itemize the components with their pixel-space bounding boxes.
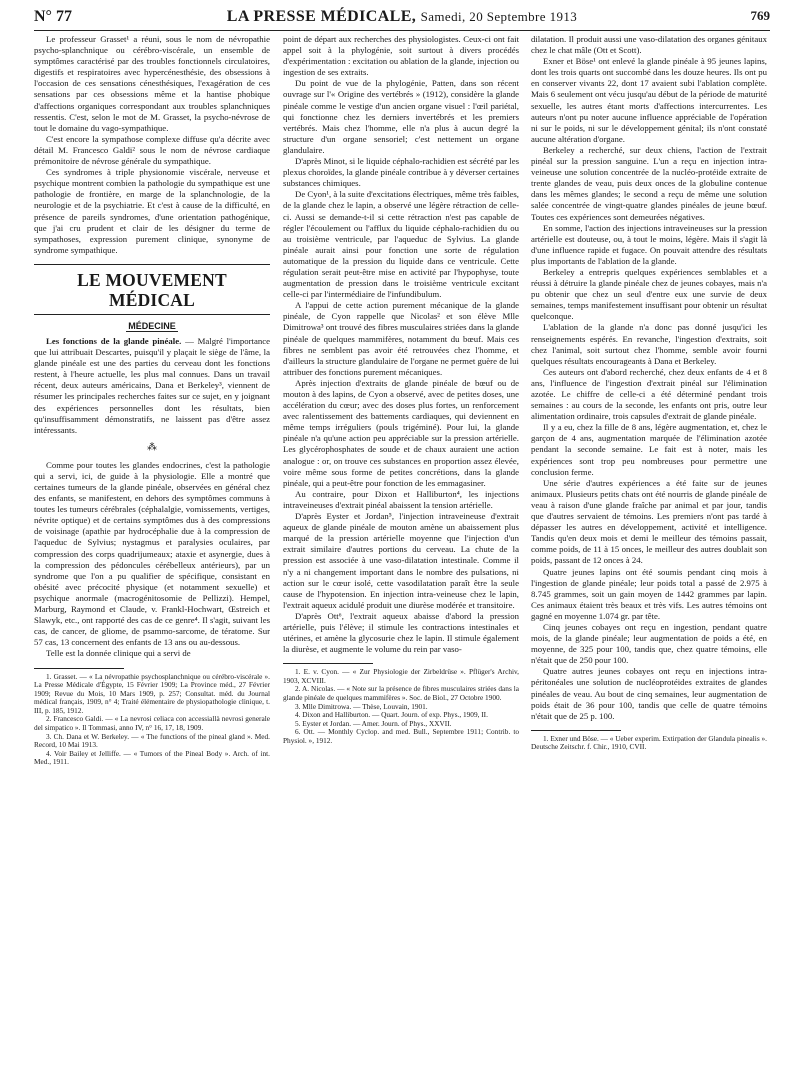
footnote-rule [283,663,373,664]
footnote: 2. Francesco Galdi. — « La nevrosi celiaca con accessiallà nevrosi generale del simpatico ». Il Tommasi, anno IV, n° 16, 17, 18, 1909. [34,714,270,733]
issue-number: N° 77 [34,8,72,25]
column-middle [283,34,519,746]
article-intro: — Malgré l'importance que lui attribuait Descartes, puisqu'il y plaçait le siège de l'âme, la glande pinéale est une des parties du cerveau dont les fonctions restent, à l'heure actuelle, les plus mal connues. Dans un travail récent, deux auteurs américains, Dana et Berkeley³, viennent de résumer les principales recherches faites sur ce sujet, en y joignant des expériences personnelles dont les résultats, bien qu'insuffisamment démonstratifs, ne laissent pas d'être assez intéressants. [34,335,271,435]
paragraph: Quatre autres jeunes cobayes ont reçu en injections intra-péritonéales une solution de nucléoprotéides extraites de glandes pinéales de veau. Au bout de cinq semaines, leur augmentation de poids était de 36 pour 100, tandis que celle de quatre témoins n'était que de 25 p. 100. [531,666,767,721]
page-header [34,6,770,30]
footnote-rule [34,668,124,669]
footnote: 1. Grasset. — « La névropathie psychosplanchnique ou cérébro-viscérale ». La Presse Médicale d'Égypte, 15 Février 1909; La Province méd., 27 Février 1909; Revue du Mois, 10 Mars 1909, p. 257; Consultat. méd. du Journal médical français, 1909, n° 4; Traité élémentaire de physiopathologie clinique, t. III, p. 185, 1912. [34,671,270,715]
paragraph: C'est encore la sympathose complexe diffuse qu'a décrite avec détail M. Francesco Galdi² sous le nom de névrose cardiaque prémonitoire de névrose générale du sympathique. [34,133,270,167]
subsection-title [34,321,270,332]
footnote: 4. Voir Bailey et Jelliffe. — « Tumors of the Pineal Body ». Arch. of int. Med., 1911. [34,748,270,767]
paragraph: D'après Minot, si le liquide céphalo-rachidien est sécrété par les plexus choroïdes, la glande pinéale contribue à y déverser certaines substances chimiques. [283,156,519,189]
paragraph: D'après Ott⁶, l'extrait aqueux abaisse d'abord la pression artérielle, puis l'élève; il stimule les contractions intestinales et utérines, et amène la glycosurie chez le lapin. Il stimule également la diurèse, et augmente le volume du rein par vaso- [283,610,519,655]
header-rule [34,30,770,31]
subsection-label: MÉDECINE [128,320,176,331]
paragraph: Exner et Böse¹ ont enlevé la glande pinéale à 95 jeunes lapins, dont les trois quarts ont succombé dans les douze heures. Ils ont pu en conserver vivants 22, dont 17 avaient subi l'ablation complète. Mais 6 seulement ont vécu jusqu'au début de la période de maturité sexuelle, les autres étant morts d'affections intercurrentes. Les auteurs n'ont pu noter aucune influence appréciable de l'opération ni sur le poids, ni sur le développement génital; ils n'ont constaté aucune altération d'organe. [531,56,767,144]
paragraph: Comme pour toutes les glandes endocrines, c'est la pathologie qui a servi, ici, de guide à la physiologie. Elle a montré que certaines tumeurs de la glande pinéale, observées en général chez des enfants, se manifestent, en dehors des symptômes communs à toutes les tumeurs cérébrales (céphalalgie, vomissements, vertiges, névrite optique) et de certains symptômes dus à des compressions de voisinage (apathie par hydrocéphalie due à la compression de l'aqueduc de Sylvius; nystagmus et paralysies oculaires, par compression des corps quadrijumeaux; ataxie et asynergie, dues à la compression des pédoncules cérébelleux antérieurs), par un syndrome que l'on a pu qualifier de spécifique, consistant en obésité avec précocité physique (et notamment sexuelle) et psychique anormale (macrogénitosomie de Pellizzi). Hempel, Marburg, Raymond et Claude, v. Frankl-Hochwart, Œstreich et Slawyk, etc., ont rapporté des cas de ce genre⁴. Il s'agit, suivant les cas, de cancer, de gliome, de psammo-sarcome, de tératome. Sur 57 cas, 13 concernent des enfants de 13 ans ou au-dessous. [34,459,270,648]
paragraph: Le professeur Grasset¹ a réuni, sous le nom de névropathie psycho-splanchnique ou cérébro-viscérale, un ensemble de symptômes caractérisé par des troubles fonctionnels circulatoires, digestifs et respiratoires avec hypercénesthésie, des obsessions à l'occasion de ces sensations cénesthésiques, l'exagération de ces sensations par ces obsessions même et la hantise phobique d'affections organiques correspondant aux troubles splanchniques ressentis. C'est, selon le mot de M. Grasset, la psycho-névrose de tout le domaine du vago-sympathique. [34,34,270,133]
paragraph: Cinq jeunes cobayes ont reçu en ingestion, pendant quatre mois, de la glande pinéale; leur augmentation de poids a été, en moyenne, de 325 pour 100, tandis que, chez quatre témoins, elle n'était que de 250 pour 100. [531,621,767,666]
footnote: 5. Eyster et Jordan. — Amer. Journ. of Phys., XXVII. [295,718,452,728]
journal-title [34,8,770,26]
asterism: ⁂ [147,441,157,453]
paragraph [34,336,270,436]
footnote: 3. Mlle Dimitrowa. — Thèse, Louvain, 1901. [295,701,428,711]
paragraph: Berkeley a entrepris quelques expériences semblables et a réussi à détruire la glande pinéale chez de jeunes cobayes, mais n'a pu obtenir que chez un seul d'entre eux une survie de deux semaines, temps manifestement insuffisant pour obtenir un résultat quelconque. [531,266,767,322]
footnote: 6. Ott. — Monthly Cyclop. and med. Bull., Septembre 1911; Contrib. to Physiol. », 1912. [283,727,519,745]
paragraph: De Cyon¹, à la suite d'excitations électriques, même très faibles, de la glande chez le lapin, a observé une légère rétraction de celle-ci. Aussi se demande-t-il si cette rétraction n'est pas capable de régler l'écoulement ou l'afflux du liquide céphalo-rachidien du ou au troisième ventricule, par l'aqueduc de Sylvius. La glande pinéale aurait ainsi pour fonction une sorte de régulation automatique de la pression du liquide dans ce ventricule. Cette régulation serait peut-être mise en activité par l'hypophyse, toute augmentation de pression dans le troisième ventricule excitant celle-ci par l'intermédiaire de l'infundibulum. [283,189,519,300]
paragraph: Une série d'autres expériences a été faite sur de jeunes animaux. Plusieurs petits chats ont été nourris de glande pinéale de veau à raison d'une glande fraîche par animal et par jour, tandis que d'autres servaient de témoins. Les premiers n'ont pas tardé à dépasser les autres en développement, activité et intelligence. Tandis qu'en deux mois et demi le meilleur des témoins passait, comme poids, de 11 à 15 onces, le meilleur des autres doublait son poids, passant de 12 onces à 24. [531,477,767,566]
journal-name: LA PRESSE MÉDICALE, [226,8,417,25]
paragraph: Il y a eu, chez la fille de 8 ans, légère augmentation, et, chez le garçon de 4 ans, augmentation marquée de l'élimination azotée pendant la seconde semaine. Le fait est à noter, mais les expériences sont trop peu nombreuses pour permettre une conclusion ferme. [531,422,767,477]
paragraph: Quatre jeunes lapins ont été soumis pendant cinq mois à l'ingestion de glande pinéale; leur poids total a passé de 2.975 à 8.745 grammes, soit un gain moyen de 1442 grammes par lapin. Ces animaux étaient très beaux et très vifs. Les autres témoins ont gagné en moyenne 1.074 gr. par tête. [531,566,767,621]
paragraph: Ces syndromes à triple physionomie viscérale, nerveuse et psychique montrent combien la pathologie du sympathique est une pathologie de frontière, en marge de la splanchnologie, de la neurologie et de la psychiatrie. Et c'est à cause de la difficulté, en présence de pareils syndromes, d'une orientation pathogénique, que j'ai cru prudent et clair de les désigner du terme de sympathoses, expression purement clinique, synonyme de syndrome sympathique. [34,167,270,255]
paragraph: Ces auteurs ont d'abord recherché, chez deux enfants de 4 et 8 ans, l'influence de l'ingestion d'extrait pinéal sur l'élimination azotée. Le chiffre de celle-ci a été déterminé pendant trois semaines : au cours de la seconde, les enfants ont pris, outre leur alimentation ordinaire, trois capsules d'extrait de glande pinéale. [531,366,767,422]
footnote: 2. A. Nicolas. — « Note sur la présence de fibres musculaires striées dans la glande pinéale de quelques mammifères ». Soc. de Biol., 27 Octobre 1900. [283,684,519,703]
page-number: 769 [750,8,770,23]
paragraph: A l'appui de cette action purement mécanique de la glande pinéale, de Cyon rappelle que Nicolas² et son élève Mlle Dimitrowa³ ont trouvé des fibres musculaires striées dans la glande pinéale de quelques mammifères, notamment du bœuf. Mais ces fibres ne semblent pas avoir été retrouvées chez l'homme, et d'ailleurs la structure glandulaire de l'organe ne permet guère de lui attribuer des fonctions purement mécaniques. [283,300,519,377]
paragraph: point de départ aux recherches des physiologistes. Ceux-ci ont fait appel soit à la phylogénie, soit surtout à divers procédés d'expérimentation : excitation ou ablation de la glande, injection ou ingestion de ses extraits. [283,34,519,78]
footnote: 1. E. v. Cyon. — « Zur Physiologie der Zirbeldrüse ». Pflüger's Archiv, 1903, XCVIII. [283,667,519,685]
paragraph: Du point de vue de la phylogénie, Patten, dans son récent ouvrage sur l'« Origine des vertébrés » (1912), considère la glande pinéale comme le vestige d'un ancien organe visuel : l'œil pariétal, qui fonctionne chez les derniers invertébrés et les premiers vertébrés. Mais chez l'homme, elle n'a plus à aucun degré la structure d'un organe sensoriel; c'est nettement un organe glandulaire. [283,78,519,155]
section-title: LE MOUVEMENT MÉDICAL [34,264,270,315]
paragraph: L'ablation de la glande n'a donc pas donné jusqu'ici les renseignements espérés. En revanche, l'ingestion d'extraits, soit chez l'animal, soit surtout chez l'homme, semble avoir fourni quelques résultats encourageants à Dana et Berkeley. [531,322,767,366]
issue-date: Samedi, 20 Septembre 1913 [420,9,578,24]
paragraph: Telle est la donnée clinique qui a servi de [46,648,191,659]
footnote-rule [531,730,621,731]
footnote: 1. Exner und Böse. — « Ueber experim. Extirpation der Glandula pinealis ». Deutsche Zeitschr. f. Chir., 1910, CVII. [531,733,767,752]
paragraph: Après injection d'extraits de glande pinéale de bœuf ou de mouton à des lapins, de Cyon a observé, avec de petites doses, une accélération du cœur; avec des doses plus fortes, un renforcement avec ralentissement des battements cardiaques, qui deviennent en même temps irréguliers (pouls trigéminé). Pour lui, la glande pinéale n'a qu'une action peu appréciable sur la pression artérielle. Les glycérophosphates de soude et de chaux auraient une action analogue : or, on trouve ces substances en proportion assez élevée, voire même sous forme de petites concrétions, dans la glande pinéale, qui a peut-être pour fonction de les emmagasiner. [283,377,519,488]
paragraph: Au contraire, pour Dixon et Halliburton⁴, les injections intraveineuses d'extrait pinéal abaissent la tension artérielle. [283,488,519,510]
footnote: 4. Dixon and Halliburton. — Quart. Journ. of exp. Phys., 1909, II. [295,710,488,720]
paragraph: D'après Eyster et Jordan⁵, l'injection intraveineuse d'extrait aqueux de glande pinéale de mouton amène un abaissement plus marqué de la pression artérielle moyenne que l'injection d'un extrait similaire d'autres portions du cerveau. La chute de la pression est associée à une vaso-dilatation intestinale. Comme il n'y a ni changement important dans le nombre des pulsations, ni action sur le cœur isolé, cette vasodilatation paraît être la seule cause de l'hypotension. En injection intra-veineuse chez le lapin, l'extrait aqueux acidulé produit une diurèse modérée et transitoire. [283,511,519,610]
article-lead: Les fonctions de la glande pinéale. [46,335,182,346]
column-left [34,34,270,767]
column-right [531,34,767,752]
paragraph: dilatation. Il produit aussi une vaso-dilatation des organes génitaux chez le chat mâle (Ott et Scott). [531,34,767,56]
footnote: 3. Ch. Dana et W. Berkeley. — « The functions of the pineal gland ». Med. Record, 10 Mai 1913. [34,731,270,750]
paragraph: En somme, l'action des injections intraveineuses sur la pression artérielle est douteuse, ou, à tout le moins, légère. Mais il s'agit là d'une influence rapide et fugace. On pouvait attendre des résultats plus importants de l'ablation de la glande. [531,222,767,266]
paragraph: Berkeley a recherché, sur deux chiens, l'action de l'extrait pinéal sur la pression sanguine. L'un a reçu en injection intra-veineuse une solution concentrée de la nucléo-protéide extraite de trente glandes de veau, puis deux onces de la globuline contenue dans les mêmes glandes; le second a reçu de même une solution salée concentrée de vingt-quatre glandes pinéales de jeune bœuf. Toutes ces expériences sont demeurées négatives. [531,144,767,222]
